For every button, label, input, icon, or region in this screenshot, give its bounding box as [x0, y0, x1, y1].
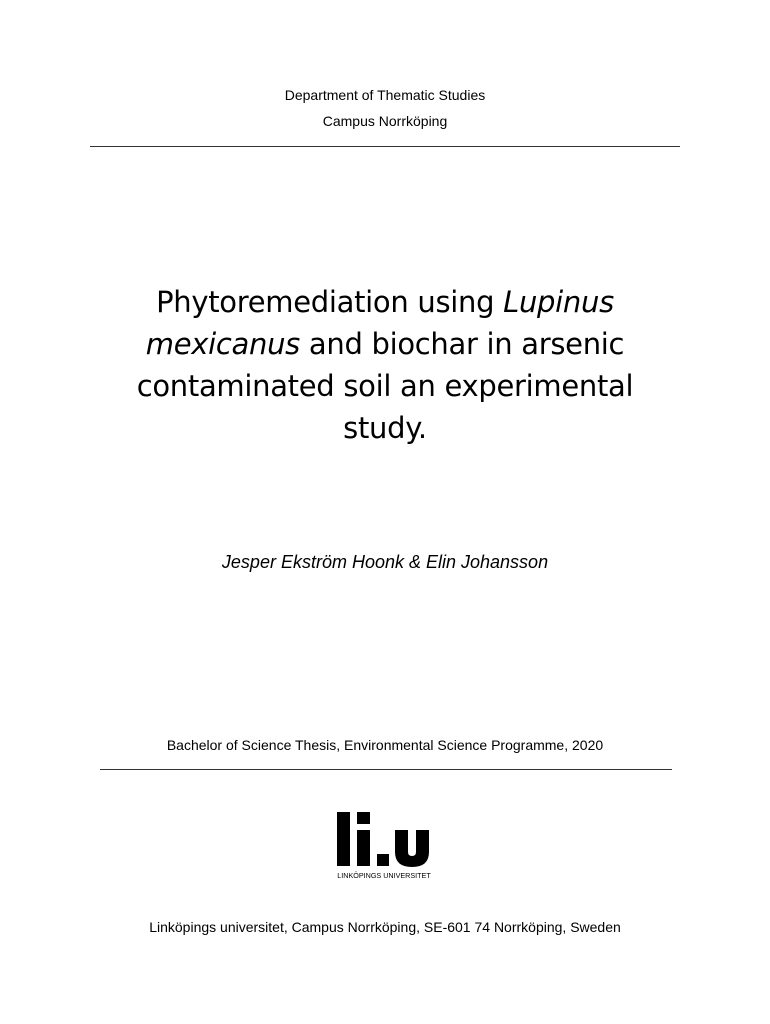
- logo-letter-u: [395, 830, 429, 867]
- logo-period: [377, 854, 389, 866]
- authors: Jesper Ekström Hoonk & Elin Johansson: [221, 552, 549, 572]
- logo-letter-i: [357, 830, 370, 866]
- university-address: Linköpings universitet, Campus Norrköping, SE-601 74 Norrköping, Sweden: [149, 919, 621, 935]
- top-divider: [90, 146, 680, 147]
- campus-name: Campus Norrköping: [322, 113, 448, 129]
- title-part-2: and biochar in arsenic contaminated soil an experimental study.: [136, 327, 634, 445]
- title-species-epithet: mexicanus: [145, 327, 300, 361]
- logo-caption: LINKÖPINGS UNIVERSITET: [337, 871, 431, 880]
- bottom-divider: [100, 769, 672, 770]
- liu-logo: [335, 812, 435, 882]
- department-name: Department of Thematic Studies: [284, 87, 486, 103]
- thesis-title: [110, 281, 660, 449]
- logo-letter-l: [337, 812, 350, 866]
- logo-letter-i-dot: [357, 812, 370, 824]
- title-species-genus: Lupinus: [503, 285, 614, 319]
- title-part-1: Phytoremediation using: [156, 285, 504, 319]
- thesis-program-line: Bachelor of Science Thesis, Environmental Science Programme, 2020: [166, 737, 604, 753]
